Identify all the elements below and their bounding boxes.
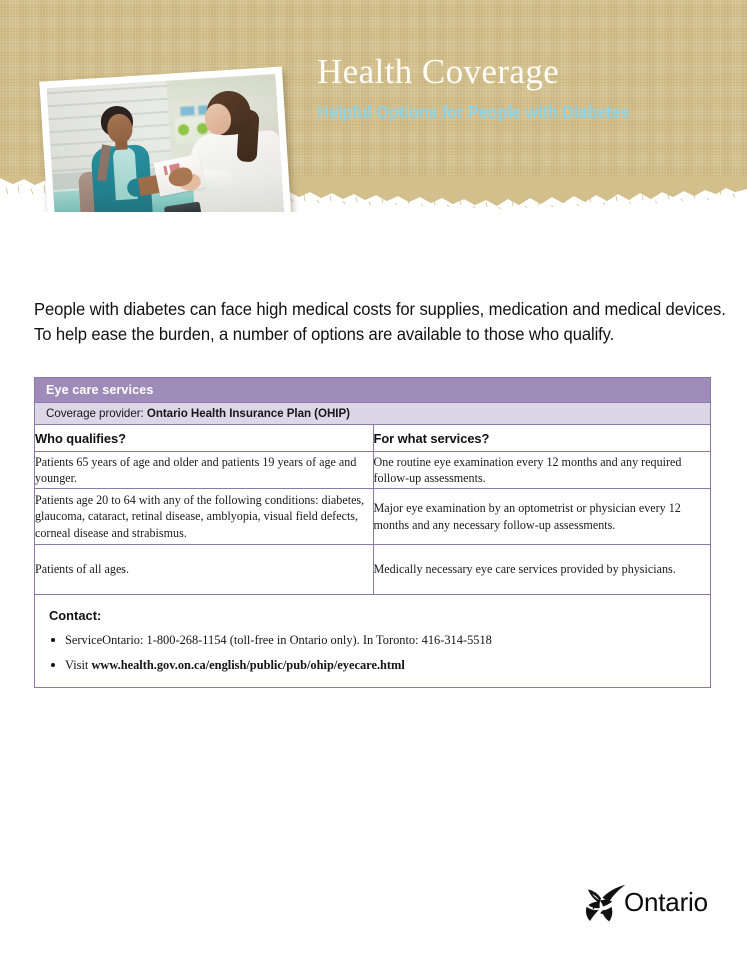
eye-care-services-card xyxy=(34,377,711,688)
page-banner xyxy=(0,0,747,212)
table-row xyxy=(35,452,710,489)
intro-paragraph xyxy=(34,297,726,346)
ontario-logo xyxy=(578,878,708,930)
intro-line-1: People with diabetes can face high medical costs for supplies, medication and medical devices. xyxy=(34,299,726,319)
column-header-for-what-services: For what services? xyxy=(373,425,710,452)
coverage-provider-label: Coverage provider: xyxy=(46,407,144,420)
photo-softening-overlay xyxy=(47,74,284,212)
eye-care-services-table xyxy=(35,425,710,595)
cell-services: Medically necessary eye care services provided by physicians. xyxy=(373,545,710,595)
ontario-wordmark: Ontario xyxy=(624,887,708,917)
cell-qualifies: Patients 65 years of age and older and patients 19 years of age and younger. xyxy=(35,452,373,489)
pharmacy-photo xyxy=(47,74,284,212)
serviceontario-contact-text: ServiceOntario: 1-800-268-1154 (toll-free in Ontario only). In Toronto: 416-314-5518 xyxy=(65,633,492,647)
column-header-who-qualifies: Who qualifies? xyxy=(35,425,373,452)
cell-services: Major eye examination by an optometrist or physician every 12 months and any necessary follow-up assessments. xyxy=(373,489,710,545)
banner-photo-frame xyxy=(39,67,291,212)
contact-list xyxy=(49,633,698,673)
cell-services: One routine eye examination every 12 months and any required follow-up assessments. xyxy=(373,452,710,489)
bullet-icon xyxy=(51,638,55,642)
card-header-title: Eye care services xyxy=(35,378,710,403)
cell-qualifies: Patients age 20 to 64 with any of the following conditions: diabetes, glaucoma, cataract, retinal disease, amblyopia, visual field defects, corneal disease and strabismus. xyxy=(35,489,373,545)
table-row xyxy=(35,545,710,595)
coverage-provider-value: Ontario Health Insurance Plan (OHIP) xyxy=(146,407,350,420)
trillium-icon xyxy=(578,880,626,926)
list-item xyxy=(49,633,698,648)
bullet-icon xyxy=(51,663,55,667)
page-subtitle: Helpful Options for People with Diabetes xyxy=(317,102,630,122)
table-header-row xyxy=(35,425,710,452)
coverage-provider-row xyxy=(35,403,710,425)
table-row xyxy=(35,489,710,545)
intro-line-2: To help ease the burden, a number of options are available to those who qualify. xyxy=(34,323,615,344)
contact-section xyxy=(35,595,710,687)
list-item xyxy=(49,658,698,673)
visit-label: Visit xyxy=(65,658,92,672)
page-title: Health Coverage xyxy=(317,52,560,91)
cell-qualifies: Patients of all ages. xyxy=(35,545,373,595)
contact-heading: Contact: xyxy=(49,608,102,623)
eyecare-website-link[interactable]: www.health.gov.on.ca/english/public/pub/ohip/eyecare.html xyxy=(91,658,405,672)
